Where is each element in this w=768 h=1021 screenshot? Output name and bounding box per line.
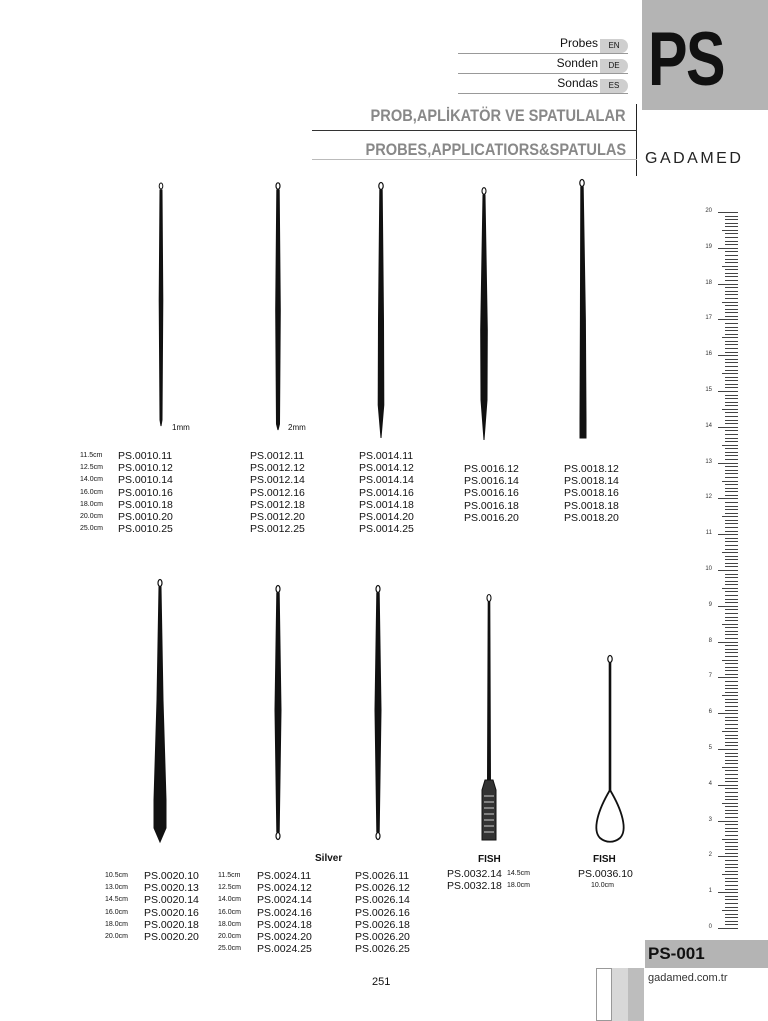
product-code: PS.0024.11 <box>257 870 312 882</box>
ruler-number: 7 <box>708 673 712 680</box>
product-code: PS.0020.13 <box>144 882 199 895</box>
catalog-code: PS-001 <box>648 944 705 963</box>
product-code: PS.0026.14 <box>355 894 410 907</box>
codes-ps0020 <box>144 870 199 943</box>
product-code: PS.0026.16 <box>355 906 410 919</box>
ruler-number: 14 <box>705 422 712 429</box>
ruler-number: 19 <box>705 243 712 250</box>
ruler-number: 6 <box>708 709 712 716</box>
language-name: Sondas <box>557 76 598 90</box>
language-tag: ES <box>600 79 628 93</box>
size-cell: 16.0cm <box>218 908 241 916</box>
product-code: PS.0020.14 <box>144 894 199 907</box>
product-code: PS.0014.18 <box>359 498 414 511</box>
footer-block <box>612 968 628 1021</box>
ruler-number: 5 <box>708 745 712 751</box>
ruler-number: 15 <box>705 387 712 393</box>
size-cell: 18.0cm <box>80 500 103 508</box>
size-cell: 16.0cm <box>80 488 103 496</box>
product-code: PS.0014.12 <box>359 462 414 475</box>
product-code: PS.0010.25 <box>118 523 173 536</box>
product-code: PS.0024.18 <box>257 918 312 931</box>
sizes-ps0024 <box>218 870 241 955</box>
silver-label: Silver <box>315 853 343 864</box>
size-cell: 20.0cm <box>218 933 241 941</box>
product-code: PS.0026.11 <box>355 870 410 882</box>
codes-ps0010 <box>118 450 173 535</box>
ruler-number: 3 <box>708 816 712 823</box>
size-cell: 16.0cm <box>105 908 128 916</box>
product-code: PS.0020.16 <box>144 906 199 919</box>
product-code: PS.0032.14 <box>447 868 502 880</box>
product-code: PS.0026.20 <box>355 931 410 944</box>
size-cell: 18.0cm <box>105 920 128 928</box>
product-code: PS.0012.16 <box>250 486 305 499</box>
product-code: PS.0018.16 <box>564 487 619 500</box>
ruler-number: 0 <box>708 924 712 930</box>
product-code: PS.0016.20 <box>464 511 519 524</box>
ruler-number: 4 <box>708 780 712 787</box>
ruler-number: 16 <box>705 351 712 358</box>
ruler-number: 1 <box>708 888 712 895</box>
probe-ps0016-drawing <box>481 188 488 440</box>
product-code: PS.0026.25 <box>355 943 410 956</box>
ruler-number: 17 <box>705 315 712 322</box>
product-code: PS.0010.18 <box>118 498 173 511</box>
product-code: PS.0012.25 <box>250 523 305 536</box>
language-name: Sonden <box>556 56 598 70</box>
website-link[interactable]: gadamed.com.tr <box>648 972 728 984</box>
ruler-number: 20 <box>705 208 712 214</box>
size-cell: 25.0cm <box>218 945 241 953</box>
product-code: PS.0014.16 <box>359 486 414 499</box>
product-code: PS.0016.12 <box>464 463 519 475</box>
product-code: PS.0024.14 <box>257 894 312 907</box>
product-code: PS.0012.11 <box>250 450 305 462</box>
ruler-number: 13 <box>705 458 712 465</box>
page-number: 251 <box>372 976 391 988</box>
product-code: PS.0016.18 <box>464 499 519 512</box>
codes-ps0014 <box>359 450 414 535</box>
product-code: PS.0024.25 <box>257 943 312 956</box>
codes-ps0032 <box>447 868 502 892</box>
size-cell: 13.0cm <box>105 884 128 892</box>
footer-block <box>596 968 612 1021</box>
product-code: PS.0020.10 <box>144 870 199 882</box>
product-code: PS.0014.14 <box>359 474 414 487</box>
size-cell: 10.5cm <box>105 872 128 879</box>
codes-ps0018 <box>564 463 619 524</box>
language-tag: EN <box>600 39 628 53</box>
product-code: PS.0010.12 <box>118 462 173 475</box>
product-code: PS.0026.18 <box>355 918 410 931</box>
size-cell: 12.5cm <box>218 884 241 892</box>
ruler-number: 9 <box>708 601 712 608</box>
size-cell: 14.0cm <box>218 896 241 904</box>
product-code: PS.0024.16 <box>257 906 312 919</box>
ruler-number: 8 <box>708 637 712 644</box>
probe-ps0014-drawing <box>378 183 384 439</box>
size-cell: 20.0cm <box>105 933 128 941</box>
size-cell: 14.0cm <box>80 476 103 484</box>
product-code: PS.0010.16 <box>118 486 173 499</box>
page-title-tr: PROB,APLİKATÖR VE SPATULALAR <box>370 106 626 125</box>
product-code: PS.0014.20 <box>359 511 414 524</box>
probe-ps0020-drawing <box>154 580 166 843</box>
product-code: PS.0014.11 <box>359 450 414 462</box>
product-code: PS.0016.14 <box>464 475 519 488</box>
probe-ps0032-drawing <box>482 595 496 841</box>
codes-ps0016 <box>464 463 519 524</box>
ruler-number: 18 <box>705 279 712 286</box>
diameter-label-2mm: 2mm <box>288 423 306 432</box>
product-code: PS.0018.12 <box>564 463 619 475</box>
product-code: PS.0024.20 <box>257 931 312 944</box>
product-code: PS.0012.18 <box>250 498 305 511</box>
probe-ps0036-drawing <box>596 656 623 842</box>
product-code: PS.0014.25 <box>359 523 414 536</box>
product-code: PS.0010.11 <box>118 450 173 462</box>
code-ps0036: PS.0036.10 <box>578 868 633 880</box>
fish-label-1: FISH <box>478 854 501 865</box>
probe-ps0012-drawing <box>276 183 281 430</box>
probe-ps0024-drawing <box>275 586 281 840</box>
ruler-number: 2 <box>708 852 712 859</box>
footer-block <box>628 968 644 1021</box>
product-code: PS.0032.18 <box>447 880 502 893</box>
size-cell: 18.0cm <box>218 920 241 928</box>
product-code: PS.0010.20 <box>118 511 173 524</box>
size-cell: 11.5cm <box>80 452 103 459</box>
product-code: PS.0010.14 <box>118 474 173 487</box>
product-code: PS.0016.16 <box>464 487 519 500</box>
language-tag: DE <box>600 59 628 73</box>
size-cell: 14.5cm <box>507 870 530 877</box>
size-cell: 20.0cm <box>80 513 103 521</box>
product-code: PS.0018.18 <box>564 499 619 512</box>
probe-ps0018-drawing <box>580 180 586 439</box>
language-name: Probes <box>559 36 598 50</box>
product-code: PS.0018.14 <box>564 475 619 488</box>
product-code: PS.0012.12 <box>250 462 305 475</box>
diameter-label-1mm: 1mm <box>172 423 190 432</box>
size-ps0036: 10.0cm <box>591 882 614 889</box>
product-code: PS.0020.18 <box>144 918 199 931</box>
product-code: PS.0020.20 <box>144 931 199 944</box>
brand-logo: GADAMED <box>645 150 744 167</box>
size-cell: 25.0cm <box>80 525 103 533</box>
size-cell: 18.0cm <box>507 882 530 890</box>
product-code: PS.0012.20 <box>250 511 305 524</box>
sizes-top <box>80 450 103 535</box>
ruler-number: 10 <box>705 566 712 572</box>
fish-label-2: FISH <box>593 854 616 865</box>
codes-ps0012 <box>250 450 305 535</box>
sizes-ps0032 <box>507 868 530 892</box>
product-code: PS.0012.14 <box>250 474 305 487</box>
size-cell: 14.5cm <box>105 896 128 904</box>
size-cell: 12.5cm <box>80 464 103 472</box>
product-code: PS.0024.12 <box>257 882 312 895</box>
ruler-number: 12 <box>705 494 712 501</box>
product-code: PS.0018.20 <box>564 511 619 524</box>
sizes-ps0020 <box>105 870 128 943</box>
probe-ps0010-drawing <box>159 183 163 426</box>
product-code: PS.0026.12 <box>355 882 410 895</box>
probe-ps0026-drawing <box>375 586 381 840</box>
codes-ps0026 <box>355 870 410 955</box>
codes-ps0024 <box>257 870 312 955</box>
size-cell: 11.5cm <box>218 872 241 879</box>
page-title-en: PROBES,APPLICATIORS&SPATULAS <box>365 140 626 159</box>
series-code: PS <box>648 17 724 102</box>
ruler-number: 11 <box>705 530 712 537</box>
